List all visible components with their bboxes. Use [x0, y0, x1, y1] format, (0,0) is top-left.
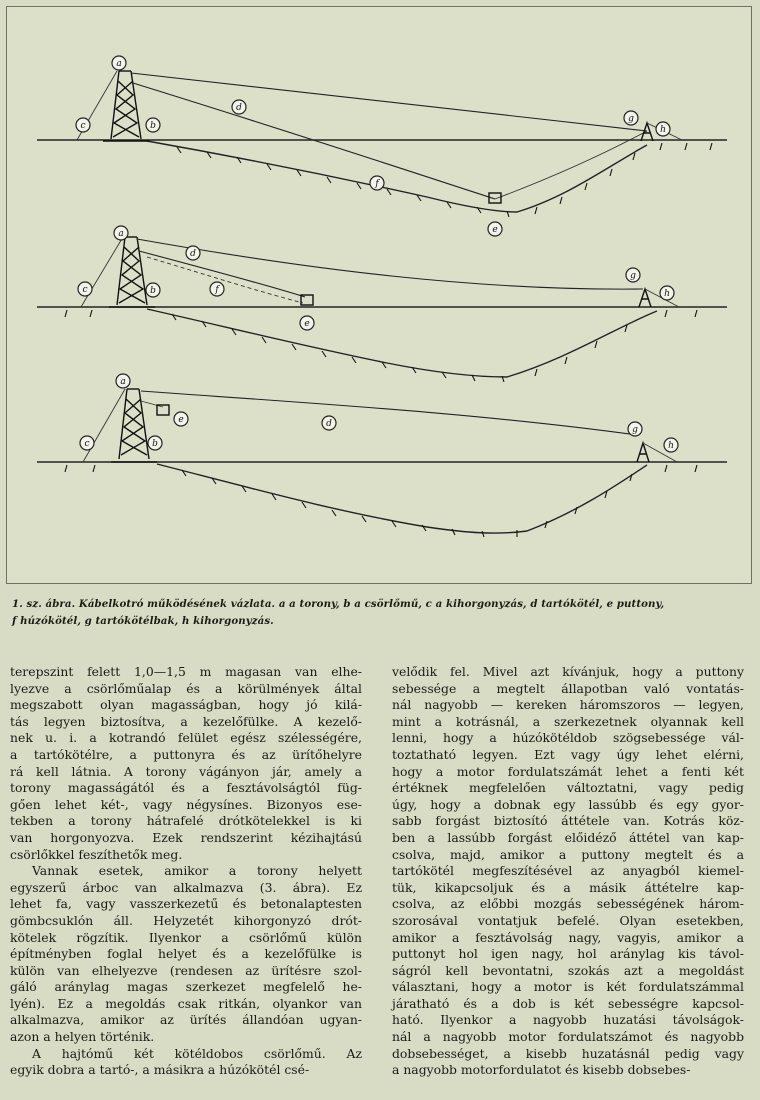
text-line: puttonyt hol igen nagy, hol aránylag kis távol- — [392, 946, 744, 962]
anchor-rope — [81, 237, 123, 307]
label-anchor — [76, 118, 90, 132]
text-line: gáló aránylag magas szerkezet megfelelő he- — [10, 979, 362, 995]
text-line: csolva, majd, amikor a puttony megtelt és a — [392, 846, 744, 862]
text-line: gömbcsuklón áll. Helyzetét kihorgonyzó drót- — [10, 912, 362, 928]
svg-text:b: b — [150, 286, 156, 296]
haul-rope-f — [133, 83, 495, 199]
text-line: a nagyobb motorfordulatot és kisebb dobsebes- — [392, 1062, 691, 1078]
cable-excavator-diagram — [7, 7, 751, 583]
label-haul-rope — [370, 176, 384, 190]
anchor-rope — [83, 389, 125, 462]
excavation-hatching — [65, 310, 697, 382]
tower-a — [109, 237, 155, 307]
excavation-profile — [147, 309, 657, 377]
text-line: megszabott olyan magasságban, hogy jó kilá- — [10, 697, 362, 713]
diagram-1 — [37, 71, 727, 217]
text-line: úgy, hogy a dobnak egy lassúbb és egy gyor- — [392, 796, 744, 812]
svg-text:c: c — [80, 121, 86, 131]
text-line: lyezve a csörlőműalap és a körülmények által — [10, 680, 362, 696]
text-line: torony magasságától és a fesztávolságtól füg- — [10, 780, 362, 796]
svg-text:g: g — [630, 271, 636, 281]
label-winch — [146, 118, 160, 132]
text-line: egyszerű árboc van alkalmazva (3. ábra). Ez — [10, 879, 362, 895]
text-line: dobsebességet, a kisebb huzatásnál pedig vagy — [392, 1045, 744, 1061]
haul-rope-dashed — [147, 257, 303, 303]
text-line: Vannak esetek, amikor a torony helyett — [32, 863, 362, 879]
text-line: sebessége a megtelt állapotban való vontatás- — [392, 680, 744, 696]
label-anchor — [80, 436, 94, 450]
text-line: nek u. i. a kotrandó felület egész szélességére, — [10, 730, 362, 746]
svg-text:b: b — [152, 439, 158, 449]
text-line: csolva, az előbbi mozgás sebességének három- — [392, 896, 744, 912]
track-rope-d — [131, 73, 647, 131]
svg-text:d: d — [190, 249, 196, 259]
svg-text:d: d — [326, 419, 332, 429]
label-track-rope — [322, 416, 336, 430]
text-line: ható. Ilyenkor a nagyobb huzatási távolságok- — [392, 1012, 744, 1028]
text-line: gően lehet két-, vagy négysínes. Bizonyos ese- — [10, 796, 362, 812]
left-text-column — [10, 664, 362, 1079]
track-rope-d — [141, 391, 637, 435]
bucket-e — [157, 405, 169, 415]
text-line: értéknek megfelelően változtatni, vagy pedig — [392, 780, 744, 796]
svg-text:a: a — [116, 59, 122, 69]
caption-line-1: 1. sz. ábra. Kábelkotró működésének vázlata. a a torony, b a csörlőmű, c a kihorgonyzás, d tartókötél, e puttony, — [12, 598, 665, 610]
text-line: kötelek rögzítik. Ilyenkor a csörlőmű külön — [10, 929, 362, 945]
text-line: a tartókötélre, a puttonyra és az ürítőhelyre — [10, 746, 362, 762]
label-bucket — [174, 412, 188, 426]
label-track-rope-tower — [624, 111, 638, 125]
text-line: alkalmazva, amikor az ürítés állandóan ugyan- — [10, 1012, 362, 1028]
text-line: járatható és a dob is két sebességre kapcsol- — [392, 995, 744, 1011]
text-line: mint a kotrásnál, a szerkezetnek olyannak kell — [392, 713, 744, 729]
haul-rope-f — [141, 401, 163, 407]
text-line: tekben a torony hátrafelé drótkötelekkel is ki — [10, 813, 362, 829]
track-rope-d — [137, 239, 643, 289]
label-anchoring — [660, 286, 674, 300]
label-anchoring — [656, 122, 670, 136]
svg-text:d: d — [236, 103, 242, 113]
text-line: szorosával vontatjuk befelé. Olyan esetekben, — [392, 912, 744, 928]
svg-text:c: c — [84, 439, 90, 449]
text-line: A hajtómű két kötéldobos csörlőmű. Az — [32, 1045, 362, 1061]
label-track-rope — [232, 100, 246, 114]
svg-text:h: h — [660, 125, 666, 135]
svg-text:h: h — [664, 289, 670, 299]
svg-text:f: f — [215, 285, 219, 295]
text-line: lenni, hogy a húzókötéldob szögsebessége vál- — [392, 730, 744, 746]
text-line: lyén). Ez a megoldás csak ritkán, olyankor van — [10, 995, 362, 1011]
text-line: külön van elhelyezve (rendesen az ürítésre szol- — [10, 962, 362, 978]
caption-line-2: f húzókötél, g tartókötélbak, h kihorgonyzás. — [12, 615, 274, 627]
label-anchor — [78, 282, 92, 296]
svg-text:e: e — [492, 225, 498, 235]
text-line: építményben foglal helyet és a kezelőfülke is — [10, 946, 362, 962]
text-line: sabb forgást biztosító áttétele van. Kotrás köz- — [392, 813, 744, 829]
svg-text:g: g — [628, 114, 634, 124]
text-line: ságról kell bevontatni, szokás azt a megoldást — [392, 962, 744, 978]
label-winch — [146, 283, 160, 297]
svg-text:e: e — [178, 415, 184, 425]
diagram-3 — [37, 389, 727, 537]
figure-frame — [6, 6, 752, 584]
tower-a — [103, 71, 149, 141]
track-rope-tower-g — [641, 123, 653, 141]
text-line: tük, kikapcsoljuk és a másik áttételre kap- — [392, 879, 744, 895]
text-line: tás legyen biztosítva, a kezelőfülke. A kezelő- — [10, 713, 362, 729]
label-tower — [112, 56, 126, 70]
label-track-rope-tower — [628, 422, 642, 436]
figure-caption — [12, 596, 752, 630]
tower-a — [111, 389, 157, 462]
text-line: lehet fa, vagy vasszerkezetű és betonalaptesten — [10, 896, 362, 912]
label-bucket — [488, 222, 502, 236]
text-line: csörlőkkel feszíthetők meg. — [10, 846, 183, 862]
excavation-profile — [147, 141, 647, 212]
text-line: van horgonyozva. Ezek rendszerint kézihajtású — [10, 829, 362, 845]
text-line: velődik fel. Mivel azt kívánjuk, hogy a puttony — [392, 664, 744, 679]
text-line: azon a helyen történik. — [10, 1029, 155, 1045]
label-track-rope — [186, 246, 200, 260]
svg-text:a: a — [118, 229, 124, 239]
excavation-hatching — [65, 465, 697, 537]
svg-text:f: f — [375, 179, 379, 189]
excavation-profile — [157, 464, 647, 533]
label-track-rope-tower — [626, 268, 640, 282]
diagram-2 — [37, 237, 727, 382]
right-text-column — [392, 664, 744, 1079]
label-bucket — [300, 316, 314, 330]
text-line: nál a nagyobb motor fordulatszámot és nagyobb — [392, 1029, 744, 1045]
text-line: nál nagyobb — kereken háromszoros — legyen, — [392, 697, 744, 713]
label-tower — [114, 226, 128, 240]
text-line: terepszint felett 1,0—1,5 m magasan van elhe- — [10, 664, 362, 679]
text-line: tartókötél megfeszítésével az anyagból kiemel- — [392, 863, 744, 879]
text-line: választani, hogy a motor is két fordulatszámmal — [392, 979, 744, 995]
svg-text:a: a — [120, 377, 126, 387]
text-line: rá kell látnia. A torony vágányon jár, amely a — [10, 763, 362, 779]
text-line: toztatható legyen. Ezt vagy úgy lehet elérni, — [392, 746, 744, 762]
label-winch — [148, 436, 162, 450]
text-line: hogy a motor fordulatszámát lehet a fenti két — [392, 763, 744, 779]
text-line: egyik dobra a tartó-, a másikra a húzókötél csé- — [10, 1062, 310, 1078]
text-line: ben a lassúbb forgást előidéző áttétel van kap- — [392, 829, 744, 845]
text-line: amikor a fesztávolság nagy, vagyis, amikor a — [392, 929, 744, 945]
label-anchoring — [664, 438, 678, 452]
svg-text:b: b — [150, 121, 156, 131]
svg-text:h: h — [668, 441, 674, 451]
label-tower — [116, 374, 130, 388]
svg-text:e: e — [304, 319, 310, 329]
svg-text:c: c — [82, 285, 88, 295]
label-haul-rope — [210, 282, 224, 296]
svg-text:g: g — [632, 425, 638, 435]
